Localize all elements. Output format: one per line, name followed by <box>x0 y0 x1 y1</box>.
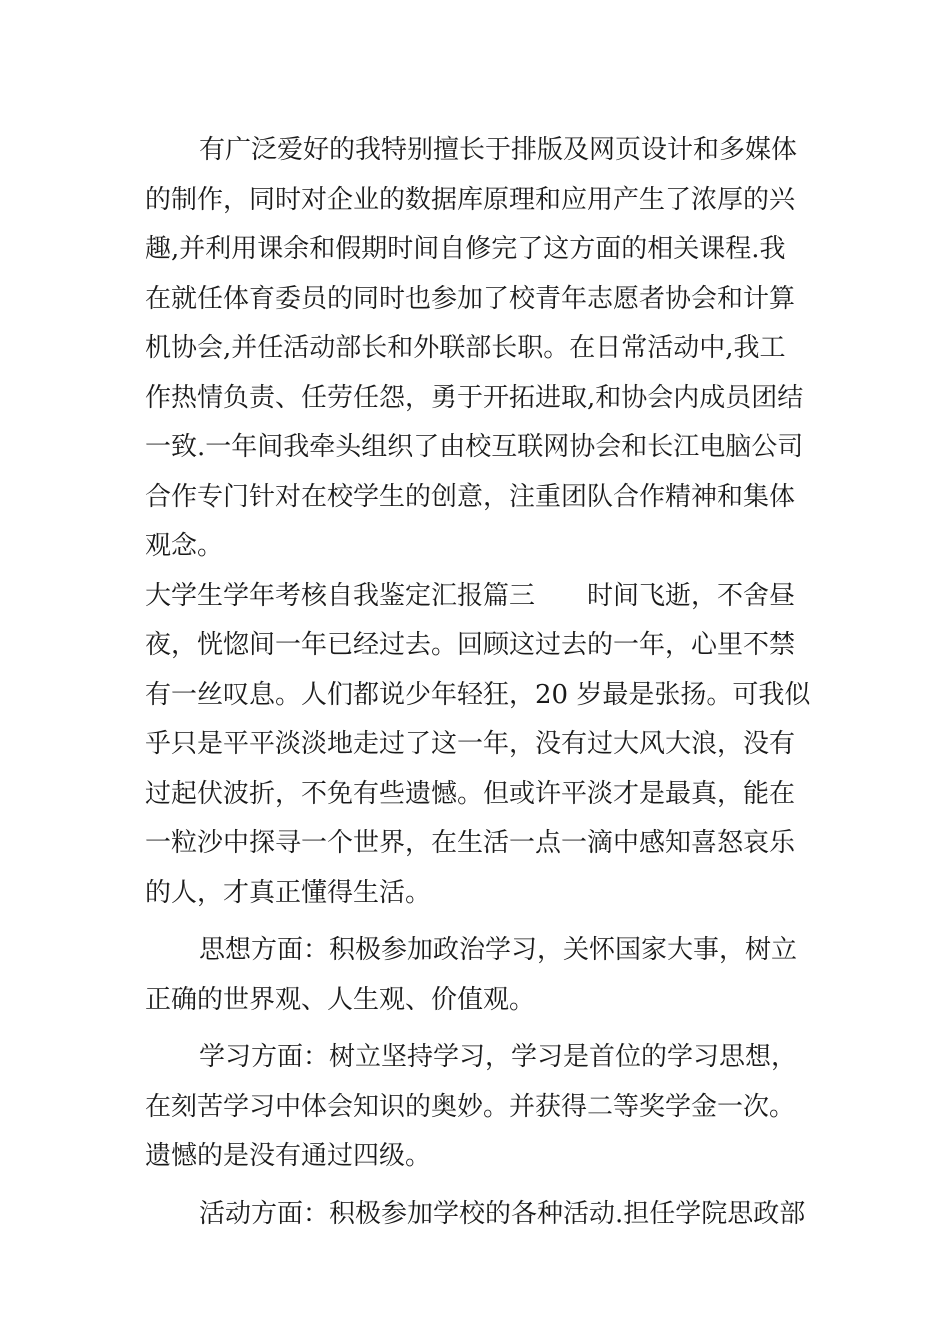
text-line: 遗憾的是没有通过四级。 <box>145 1141 432 1171</box>
text-line: 观念。 <box>145 531 224 561</box>
text-line: 一致.一年间我牵头组织了由校互联网协会和长江电脑公司 <box>145 432 804 462</box>
text-line: 正确的世界观、人生观、价值观。 <box>145 984 536 1015</box>
paragraph-gap <box>145 918 810 926</box>
paragraph-gap <box>145 1182 810 1190</box>
text-line: 机协会,并任活动部长和外联部长职。在日常活动中,我工 <box>145 333 786 363</box>
text-line: 在就任体育委员的同时也参加了校青年志愿者协会和计算 <box>145 283 796 314</box>
text-line: 的制作，同时对企业的数据库原理和应用产生了浓厚的兴 <box>145 184 796 215</box>
text-line: 有广泛爱好的我特别擅长于排版及网页设计和多媒体 <box>199 135 798 165</box>
text-line: 学习方面：树立坚持学习，学习是首位的学习思想， <box>199 1042 798 1072</box>
paragraph-gap <box>145 1025 810 1033</box>
text-line: 合作专门针对在校学生的创意，注重团队合作精神和集体 <box>145 481 796 512</box>
text-line: 夜，恍惚间一年已经过去。回顾这过去的一年，心里不禁 <box>145 630 796 660</box>
text-line: 在刻苦学习中体会知识的奥妙。并获得二等奖学金一次。 <box>145 1091 796 1122</box>
text-line: 活动方面：积极参加学校的各种活动.担任学院思政部 <box>199 1198 806 1229</box>
text-line: 趣,并利用课余和假期时间自修完了这方面的相关课程.我 <box>145 234 786 264</box>
text-line: 一粒沙中探寻一个世界，在生活一点一滴中感知喜怒哀乐 <box>145 828 796 858</box>
text-line: 思想方面：积极参加政治学习，关怀国家大事，树立 <box>199 935 798 965</box>
document-body <box>145 126 810 1239</box>
text-line: 乎只是平平淡淡地走过了这一年，没有过大风大浪，没有 <box>145 729 796 759</box>
text-line: 有一丝叹息。人们都说少年轻狂，20 岁最是张扬。可我似 <box>145 679 811 710</box>
text-line: 的人，才真正懂得生活。 <box>145 877 432 908</box>
text-line: 过起伏波折，不免有些遗憾。但或许平淡才是最真，能在 <box>145 778 796 809</box>
text-line: 作热情负责、任劳任怨，勇于开拓进取,和协会内成员团结 <box>145 382 804 413</box>
section-heading-line: 大学生学年考核自我鉴定汇报篇三 时间飞逝，不舍昼 <box>145 580 796 611</box>
